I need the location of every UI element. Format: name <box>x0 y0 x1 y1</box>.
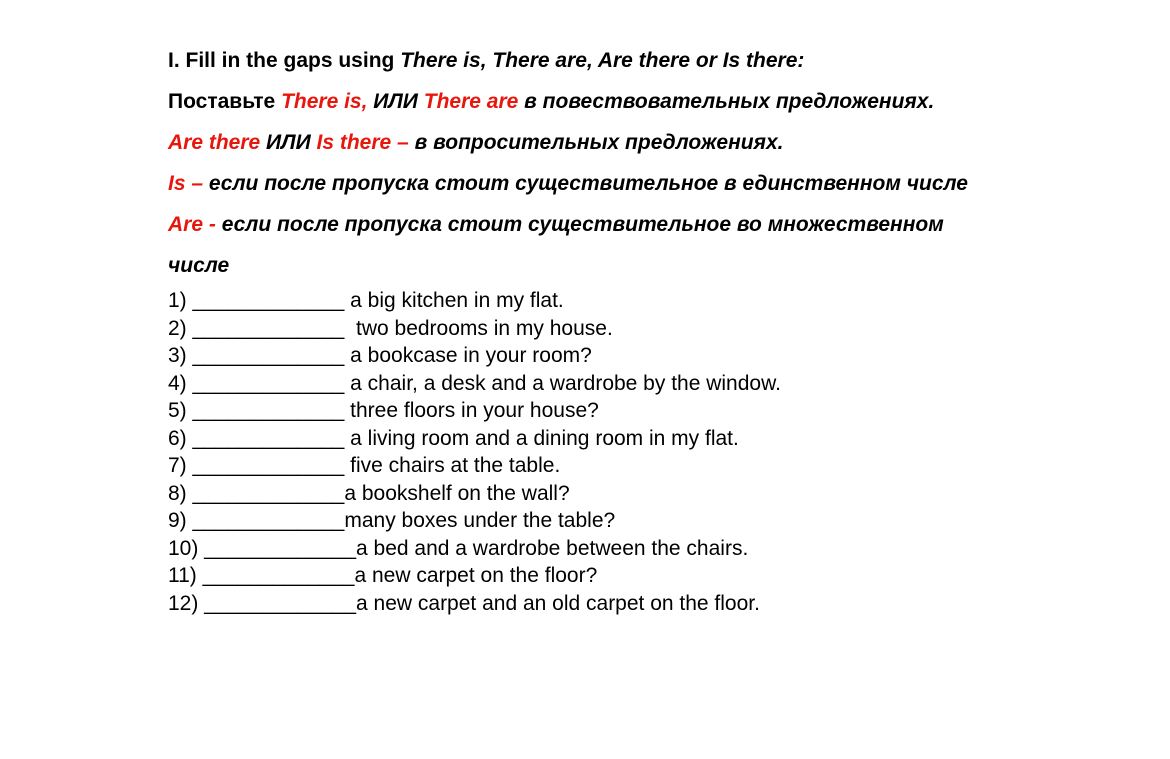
highlight-there-is: There is, <box>281 90 368 113</box>
exercise-item: 5) _____________ three floors in your house? <box>168 399 599 422</box>
task-title <box>168 40 1128 81</box>
instruction-statements <box>168 81 1128 122</box>
instruction-or: ИЛИ <box>260 131 317 154</box>
exercise-item: 10) _____________a bed and a wardrobe between the chairs. <box>168 536 749 560</box>
highlight-are: Are - <box>168 213 216 236</box>
exercise-item: 4) _____________ a chair, a desk and a wardrobe by the window. <box>168 371 781 395</box>
exercise-list <box>168 287 1128 617</box>
highlight-there-are: There are <box>423 90 519 113</box>
task-title-prefix: I. Fill in the gaps using <box>168 49 401 72</box>
exercise-item: 8) _____________a bookshelf on the wall? <box>168 481 570 505</box>
exercise-item: 11) _____________a new carpet on the floor? <box>168 564 598 587</box>
highlight-is-there: Is there – <box>316 131 409 154</box>
instruction-plural-end: числе <box>168 254 230 277</box>
instruction-put-word: Поставьте <box>168 90 282 113</box>
exercise-item: 3) _____________ a bookcase in your room? <box>168 344 592 367</box>
instruction-statements-rest: в повествовательных предложениях. <box>518 90 935 113</box>
instruction-singular <box>168 163 1128 204</box>
instruction-or: ИЛИ <box>367 90 424 113</box>
exercise-item: 12) _____________a new carpet and an old carpet on the floor. <box>168 591 760 615</box>
instruction-plural-rest: если после пропуска стоит существительное во множественном <box>215 213 944 236</box>
exercise-item: 2) _____________ two bedrooms in my house. <box>168 316 613 340</box>
highlight-is: Is – <box>168 172 204 195</box>
instruction-questions-rest: в вопросительных предложениях. <box>408 131 784 154</box>
worksheet <box>168 40 1128 617</box>
exercise-item: 6) _____________ a living room and a dining room in my flat. <box>168 426 739 450</box>
task-title-phrases: There is, There are, Are there or Is there: <box>400 49 805 72</box>
exercise-item: 7) _____________ five chairs at the table. <box>168 454 561 477</box>
instruction-plural-continued <box>168 245 1128 286</box>
instruction-questions <box>168 122 1128 163</box>
exercise-item: 9) _____________many boxes under the table? <box>168 509 616 532</box>
highlight-are-there: Are there <box>168 131 261 154</box>
instruction-plural <box>168 204 1128 245</box>
instruction-singular-rest: если после пропуска стоит существительное в единственном числе <box>203 172 968 195</box>
exercise-item: 1) _____________ a big kitchen in my flat. <box>168 289 564 312</box>
